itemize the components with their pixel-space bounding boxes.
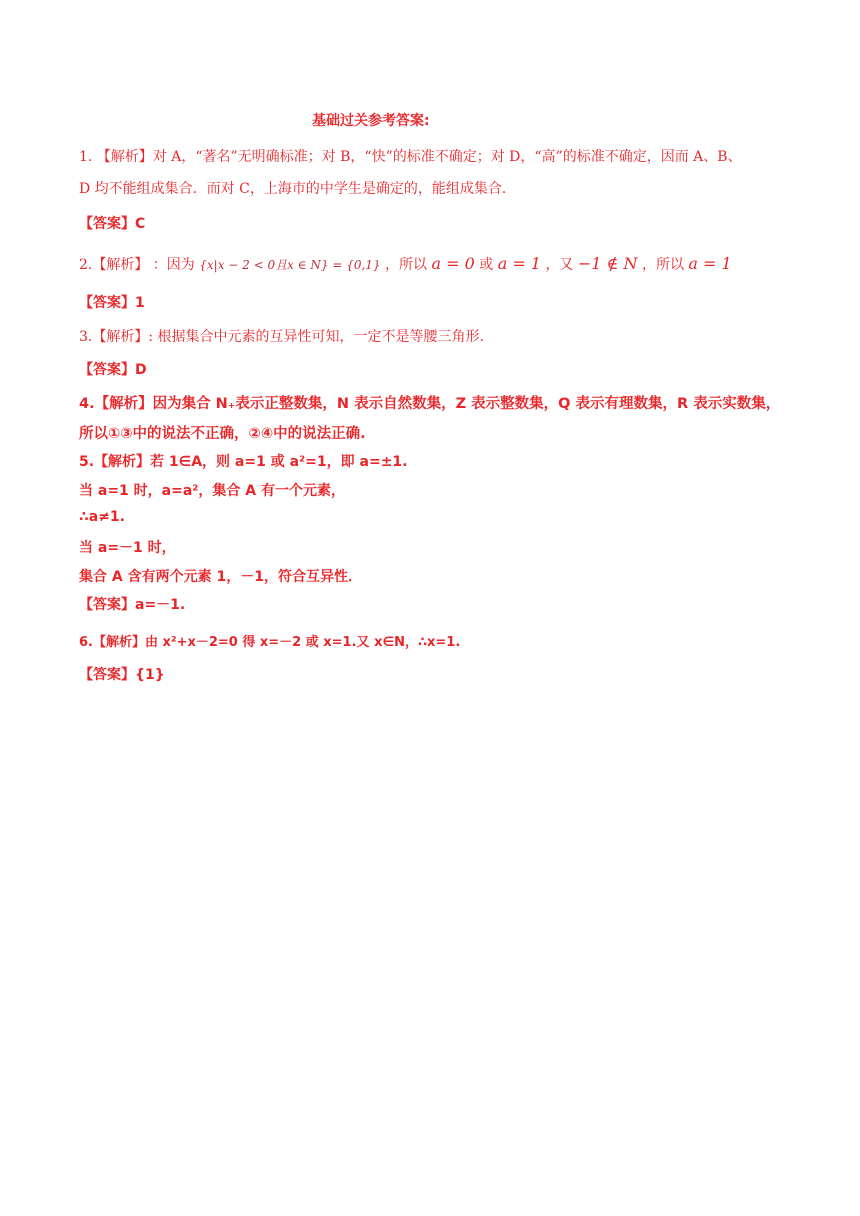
q1-explanation-line1: 1. 【解析】对 A，“著名”无明确标准；对 B，“快”的标准不确定；对 D，“高”的标准不确定，因而 A、B、 <box>79 149 742 165</box>
q2-equation-a0: a = 0 <box>431 254 475 273</box>
q2-answer: 【答案】1 <box>79 295 145 311</box>
q5-explanation-line5: 集合 A 含有两个元素 1，－1，符合互异性． <box>79 569 362 585</box>
q5-explanation-line1: 5.【解析】若 1∈A，则 a=1 或 a²=1，即 a=±1. <box>79 454 408 470</box>
q4-explanation-line1: 4.【解析】因为集合 N₊表示正整数集，N 表示自然数集，Z 表示整数集，Q 表示有理数集，R 表示实数集， <box>79 396 781 412</box>
q1-answer: 【答案】C <box>79 216 146 232</box>
page-title: 基础过关参考答案: <box>312 113 430 129</box>
q3-explanation: 3.【解析】: 根据集合中元素的互异性可知，一定不是等腰三角形. <box>79 329 484 345</box>
q5-explanation-line4: 当 a=－1 时， <box>79 540 176 556</box>
q2-explanation <box>79 254 732 274</box>
q6-answer: 【答案】{1} <box>79 667 165 683</box>
q2-not-in-n: −1 ∉ N <box>577 254 638 273</box>
q2-text-so: ，所以 <box>385 257 428 273</box>
q2-prefix: 2.【解析】 ：因为 <box>79 257 195 273</box>
q5-explanation-line3: ∴a≠1. <box>79 509 125 525</box>
q1-explanation-line2: D 均不能组成集合．而对 C，上海市的中学生是确定的，能组成集合． <box>79 181 516 197</box>
q3-answer: 【答案】D <box>79 362 147 378</box>
q2-equation-a1: a = 1 <box>497 254 541 273</box>
q5-answer: 【答案】a=－1. <box>79 597 186 613</box>
q2-text-or: 或 <box>479 257 494 273</box>
q2-set-expression: {x|x − 2 < 0且x ∈ N} = {0,1} <box>199 258 381 272</box>
q5-explanation-line2: 当 a=1 时，a=a²，集合 A 有一个元素， <box>79 483 346 499</box>
q2-text-also: ，又 <box>545 257 574 273</box>
q2-text-therefore: ，所以 <box>641 257 684 273</box>
q6-explanation: 6.【解析】由 x²+x－2=0 得 x=－2 或 x=1.又 x∈N，∴x=1. <box>79 635 461 650</box>
q4-explanation-line2: 所以①③中的说法不正确，②④中的说法正确. <box>79 426 366 442</box>
q2-equation-result: a = 1 <box>688 254 732 273</box>
